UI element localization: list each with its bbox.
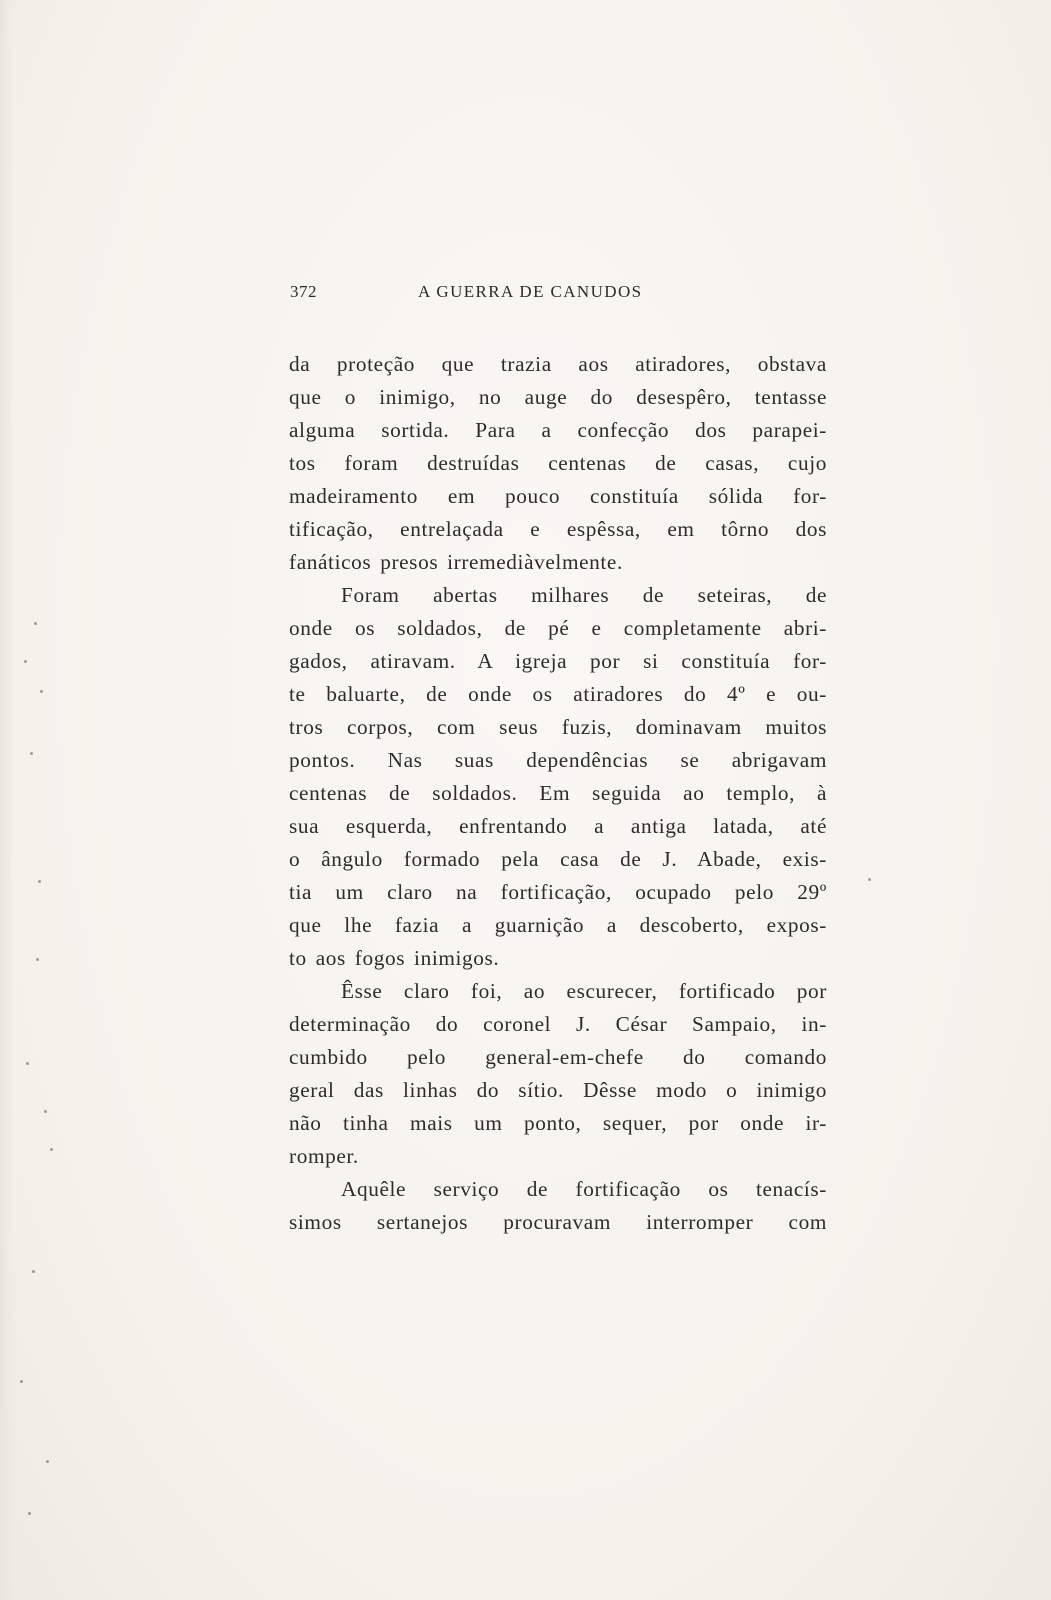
text-line: Foram abertas milhares de seteiras, de [341,583,827,607]
text-line: tia um claro na fortificação, ocupado pelo 29º [289,880,827,904]
print-speck [40,690,43,693]
text-line: determinação do coronel J. César Sampaio, in- [289,1012,827,1036]
print-speck [34,622,37,625]
text-line: te baluarte, de onde os atiradores do 4º e ou- [289,682,827,706]
text-line: fanáticos presos irremediàvelmente. [289,550,623,574]
text-line: centenas de soldados. Em seguida ao templo, à [289,781,827,805]
text-line: que lhe fazia a guarnição a descoberto, expos- [289,913,827,937]
text-line: Êsse claro foi, ao escurecer, fortificado por [341,979,827,1003]
page-edge-shadow [0,0,14,1600]
page-number: 372 [290,282,317,301]
text-line: cumbido pelo general-em-chefe do comando [289,1045,827,1069]
print-speck [46,1460,49,1463]
print-speck [20,1380,23,1383]
print-speck [32,1270,35,1273]
text-line: romper. [289,1144,359,1168]
text-line: tificação, entrelaçada e espêssa, em tôrno dos [289,517,827,541]
print-speck [44,1110,47,1113]
text-line: o ângulo formado pela casa de J. Abade, exis- [289,847,827,871]
text-line: gados, atiravam. A igreja por si constituía for- [289,649,827,673]
print-speck [28,1512,31,1515]
text-line: alguma sortida. Para a confecção dos parapei- [289,418,827,442]
text-line: simos sertanejos procuravam interromper com [289,1210,827,1234]
print-speck [26,1062,29,1065]
running-title: A GUERRA DE CANUDOS [418,282,643,301]
print-speck [24,660,27,663]
text-line: Aquêle serviço de fortificação os tenacís- [341,1177,827,1201]
text-line: onde os soldados, de pé e completamente abri- [289,616,827,640]
text-line: sua esquerda, enfrentando a antiga latada, até [289,814,827,838]
text-line: não tinha mais um ponto, sequer, por onde ir- [289,1111,827,1135]
text-line: tros corpos, com seus fuzis, dominavam muitos [289,715,827,739]
text-line: que o inimigo, no auge do desespêro, tentasse [289,385,827,409]
text-line: tos foram destruídas centenas de casas, cujo [289,451,827,475]
text-line: pontos. Nas suas dependências se abrigavam [289,748,827,772]
text-line: geral das linhas do sítio. Dêsse modo o inimigo [289,1078,827,1102]
text-line: madeiramento em pouco constituía sólida for- [289,484,827,508]
print-speck [50,1148,53,1151]
print-speck [868,878,871,881]
text-line: da proteção que trazia aos atiradores, obstava [289,352,827,376]
print-speck [36,958,39,961]
text-line: to aos fogos inimigos. [289,946,500,970]
print-speck [38,880,41,883]
body-text [289,348,827,1239]
print-speck [30,752,33,755]
page-header [290,282,830,306]
